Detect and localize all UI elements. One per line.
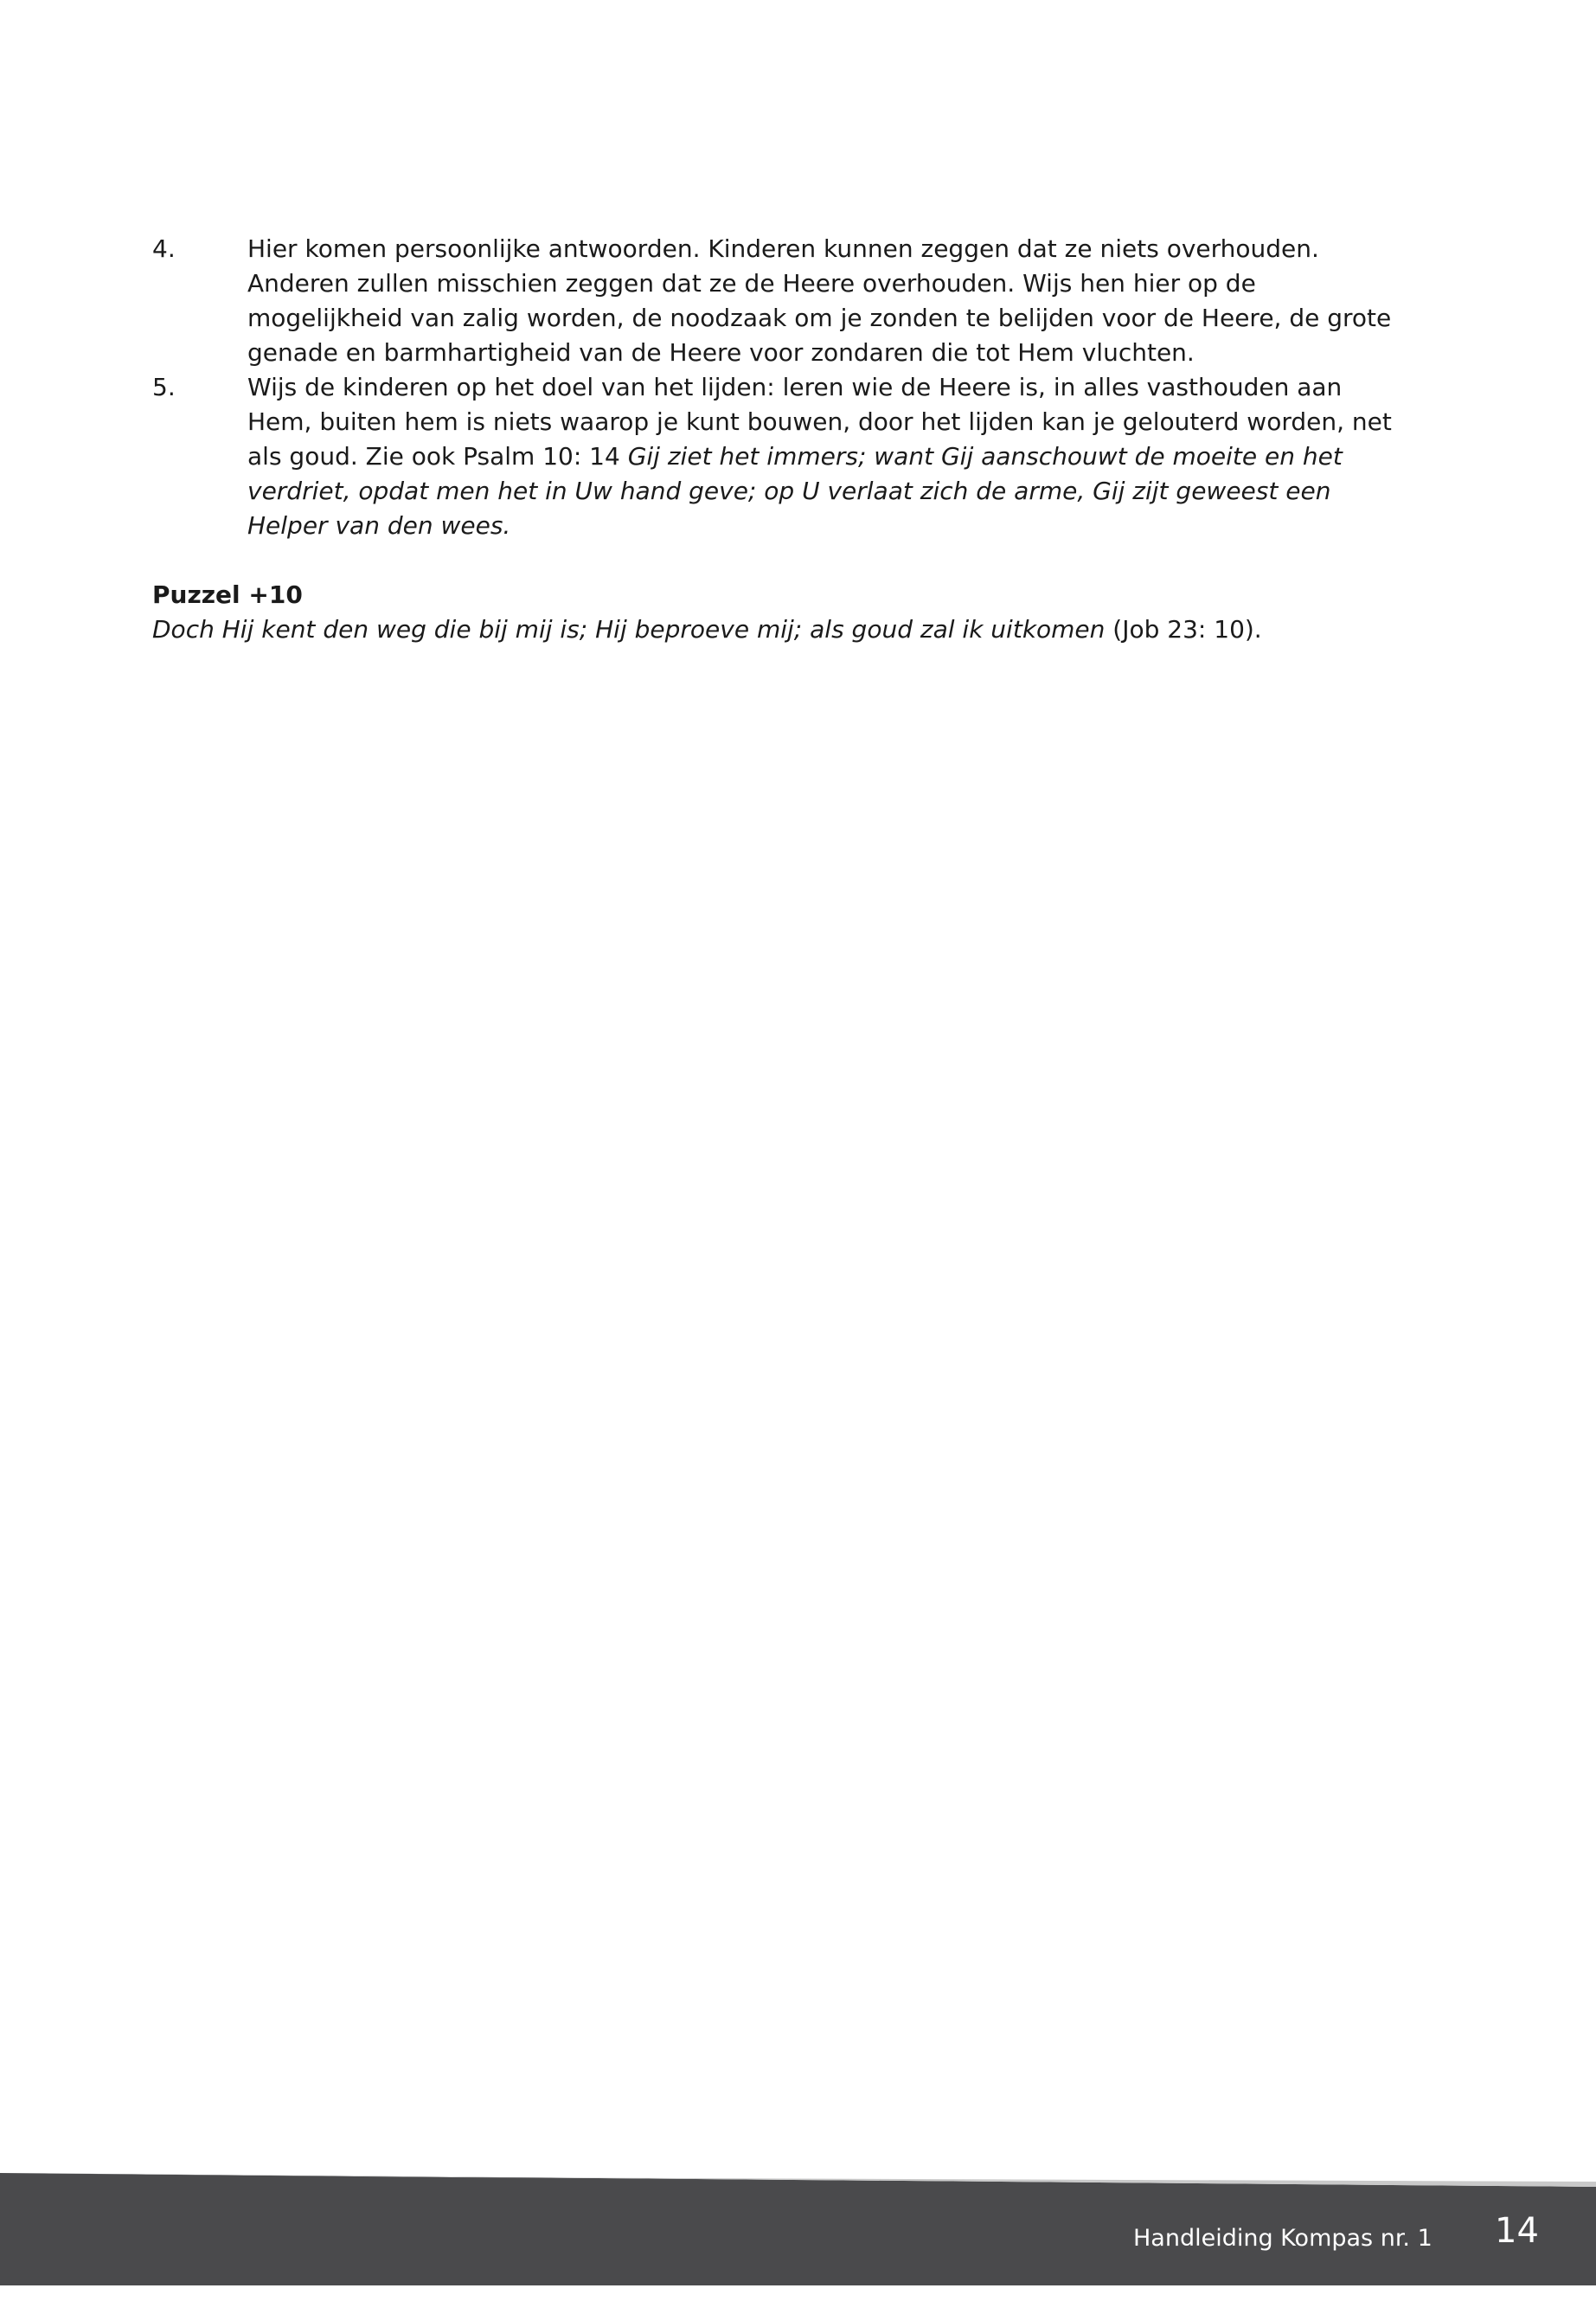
puzzle-heading: Puzzel +10: [152, 580, 303, 609]
item-line: mogelijkheid van zalig worden, de noodzaak om je zonden te belijden voor de Heere, de grote: [247, 304, 1392, 332]
puzzle-answer: [152, 612, 1415, 647]
item-line: [247, 439, 1415, 474]
page-number: 14: [1495, 2211, 1539, 2251]
page-footer: [0, 2173, 1596, 2285]
list-item: [152, 370, 1415, 543]
item-line: genade en barmhartigheid van de Heere voor zondaren die tot Hem vluchten.: [247, 338, 1195, 367]
item-number: 4.: [152, 234, 176, 263]
item-line: Hier komen persoonlijke antwoorden. Kinderen kunnen zeggen dat ze niets overhouden.: [247, 234, 1319, 263]
page-content: [152, 232, 1415, 647]
bible-reference: (Job 23: 10).: [1105, 615, 1262, 644]
bible-quote: Doch Hij kent den weg die bij mij is; Hij beproeve mij; als goud zal ik uitkomen: [152, 615, 1106, 644]
item-number: 5.: [152, 373, 176, 401]
item-line: Anderen zullen misschien zeggen dat ze de Heere overhouden. Wijs hen hier op de: [247, 269, 1256, 298]
list-item: [152, 232, 1415, 370]
footer-title: Handleiding Kompas nr. 1: [1133, 2225, 1433, 2252]
item-line: [247, 474, 1415, 509]
item-line: Wijs de kinderen op het doel van het lijden: leren wie de Heere is, in alles vasthouden aan: [247, 373, 1343, 401]
spacer: [152, 543, 1415, 578]
item-line: [247, 509, 1415, 543]
psalm-quote: verdriet, opdat men het in Uw hand geve; op U verlaat zich de arme, Gij zijt geweest een: [247, 477, 1331, 505]
item-text: als goud. Zie ook Psalm 10: 14: [247, 442, 628, 471]
psalm-quote: Gij ziet het immers; want Gij aanschouwt de moeite en het: [627, 442, 1343, 471]
psalm-quote: Helper van den wees.: [247, 511, 511, 540]
item-line: Hem, buiten hem is niets waarop je kunt bouwen, door het lijden kan je gelouterd worden, net: [247, 407, 1392, 436]
